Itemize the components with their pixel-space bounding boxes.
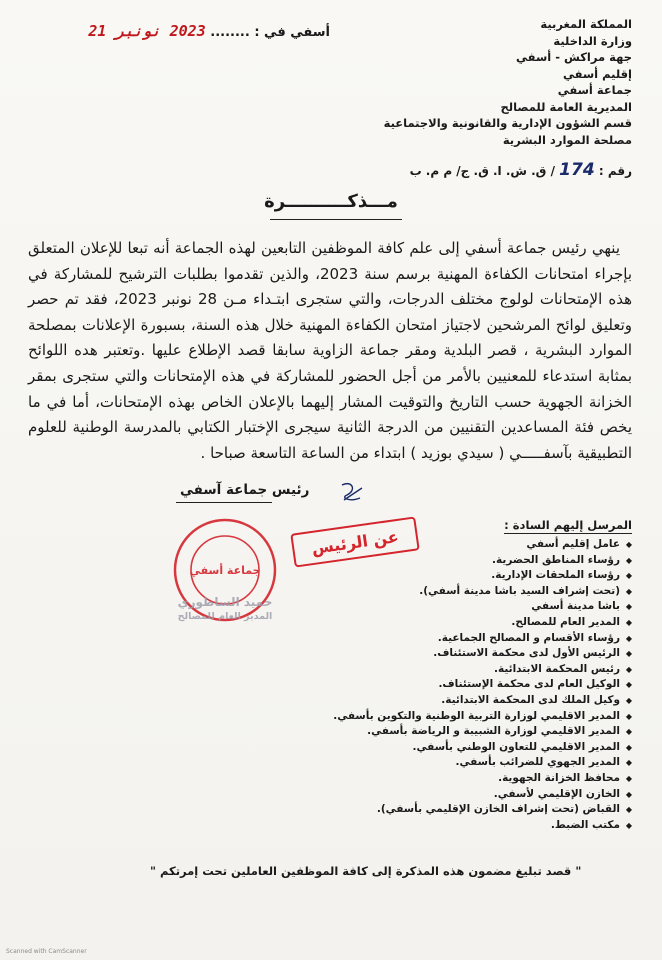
reference-number: 174 [559,160,595,180]
list-item: ◆ باشا مدينة أسفي [352,599,632,615]
recipients-heading: المرسل إليهم السادة : [504,518,632,532]
date-dots: ........ [210,25,255,40]
letterhead-line: إقليم أسفي [562,66,632,81]
list-item: ◆ الرئيس الأول لدى محكمة الاستئناف. [352,646,632,662]
signature-scribble-icon [332,480,372,510]
letterhead-line: جهة مراكش - أسفي [516,50,632,64]
letterhead-line: جماعة أسفي [557,83,632,97]
reference-suffix: / ق. ش. ا. ق. ج/ م م. ب [409,164,555,178]
svg-text:إقليم أسفي - وزارة الداخلية [165,512,170,515]
signatory-role: المدير العام للمصالح [177,611,273,622]
date-line [88,22,330,40]
list-item: ◆ القباض (تحت إشراف الخازن الإقليمي بأسفي). [352,802,632,818]
list-item: ◆ رئيس المحكمة الابتدائية. [352,662,632,678]
list-item: ◆ عامل إقليم أسفي [352,537,632,553]
letterhead-line: وزارة الداخلية [553,33,632,48]
date-value: 2023 نونبر 21 [88,22,206,40]
list-item: ◆ محافظ الخزانة الجهوية. [352,771,632,787]
recipients-list [333,537,632,833]
memo-paragraph: ينهي رئيس جماعة أسفي إلى علم كافة الموظفين التابعين لهذه الجماعة أنه تبعا للإعلان المتعلق بإجراء امتحانات الكفاءة المهنية برسم سنة 2023، والذين تقدموا بطلبات الترشيح للمشاركة في هذه الإمتحانات لولوج مختلف الدرجات، والتي ستجرى ابتـداء مـن 28 نونبر 2023، فقد تم حصر وتعليق لوائح المرشحين لاجتياز امتحان الكفاءة المهنية خلال هذه السنة، بسبورة الإعلانات بمصلحة الموارد البشرية ، قصر البلدية ومقر جماعة الزاوية سابقا قصد الإطلاع عليها .وتعتبر هده اللوائح بمثابة استدعاء للمعنيين بالأمر من أجل الحضور للمشاركة في هذه الإمتحانات والتي ستجرى بمقر الخزانة الجهوية حسب التاريخ والتوقيت المشار إليهما بالإعلان الخاص بهذه الإمتحانات، أما في ما يخص فئة المساعدين التقنيين من الدرجة الثانية سيجرى الإختبار الكتابي بالمدرسة الوطنية للعلوم التطبيقية بآسفـــــي ( سيدي بوزيد ) ابتداء من الساعة التاسعة صباحا . [28,239,633,462]
document-title: مـــذكــــــــــرة [264,191,398,212]
list-item: ◆ (تحت إشراف السيد باشا مدينة أسفي). [352,584,632,600]
memo-body [28,236,632,466]
signatory-title: رئيس جماعة آسفي [180,482,310,498]
stamp-box-text: عن الرئيس [310,526,400,558]
list-item: ◆ الخازن الإقليمي لأسفي. [352,787,632,803]
stamp-center-text: جماعة أسفي [189,564,261,577]
date-prefix: أسفي في : [254,25,330,40]
list-item: ◆ المدير العام للمصالح. [352,615,632,631]
letterhead-line: المديرية العامة للمصالح [500,99,632,114]
reference-line [410,160,632,180]
scanner-watermark: Scanned with CamScanner [6,948,87,955]
list-item: ◆ المدير الجهوي للضرائب بأسفي. [352,755,632,771]
footer-note: " قصد تبليغ مضمون هذه المذكرة إلى كافة الموظفين العاملين تحت إمرتكم " [150,864,582,878]
list-item: ◆ الوكيل العام لدى محكمة الإستئناف. [352,677,632,693]
list-item: ◆ رؤساء الأقسام و المصالح الجماعية. [352,631,632,647]
letterhead [383,16,632,148]
list-item: ◆ رؤساء المناطق الحضرية. [352,553,632,569]
signatory-underline [176,502,272,503]
list-item: ◆ مكتب الضبط. [352,818,632,834]
list-item: ◆ المدير الاقليمي لوزارة التربية الوطنية والتكوين بأسفي. [352,709,632,725]
list-item: ◆ المدير الاقليمي للتعاون الوطني بأسفي. [352,740,632,756]
signatory-name: حميد الساطوري [177,595,273,609]
letterhead-line: قسم الشؤون الإدارية والقانونية والاجتماعية [383,116,632,130]
list-item: ◆ رؤساء الملحقات الإدارية. [352,568,632,584]
list-item: ◆ المدير الاقليمي لوزارة الشبيبة و الرياضة بأسفي. [352,724,632,740]
letterhead-line: مصلحة الموارد البشرية [502,132,632,147]
letterhead-line: المملكة المغربية [540,17,632,31]
stamp-ring-text [165,512,170,515]
list-item: ◆ وكيل الملك لدى المحكمة الابتدائية. [352,693,632,709]
title-underline [270,219,402,220]
reference-label: رقم : [598,164,632,178]
